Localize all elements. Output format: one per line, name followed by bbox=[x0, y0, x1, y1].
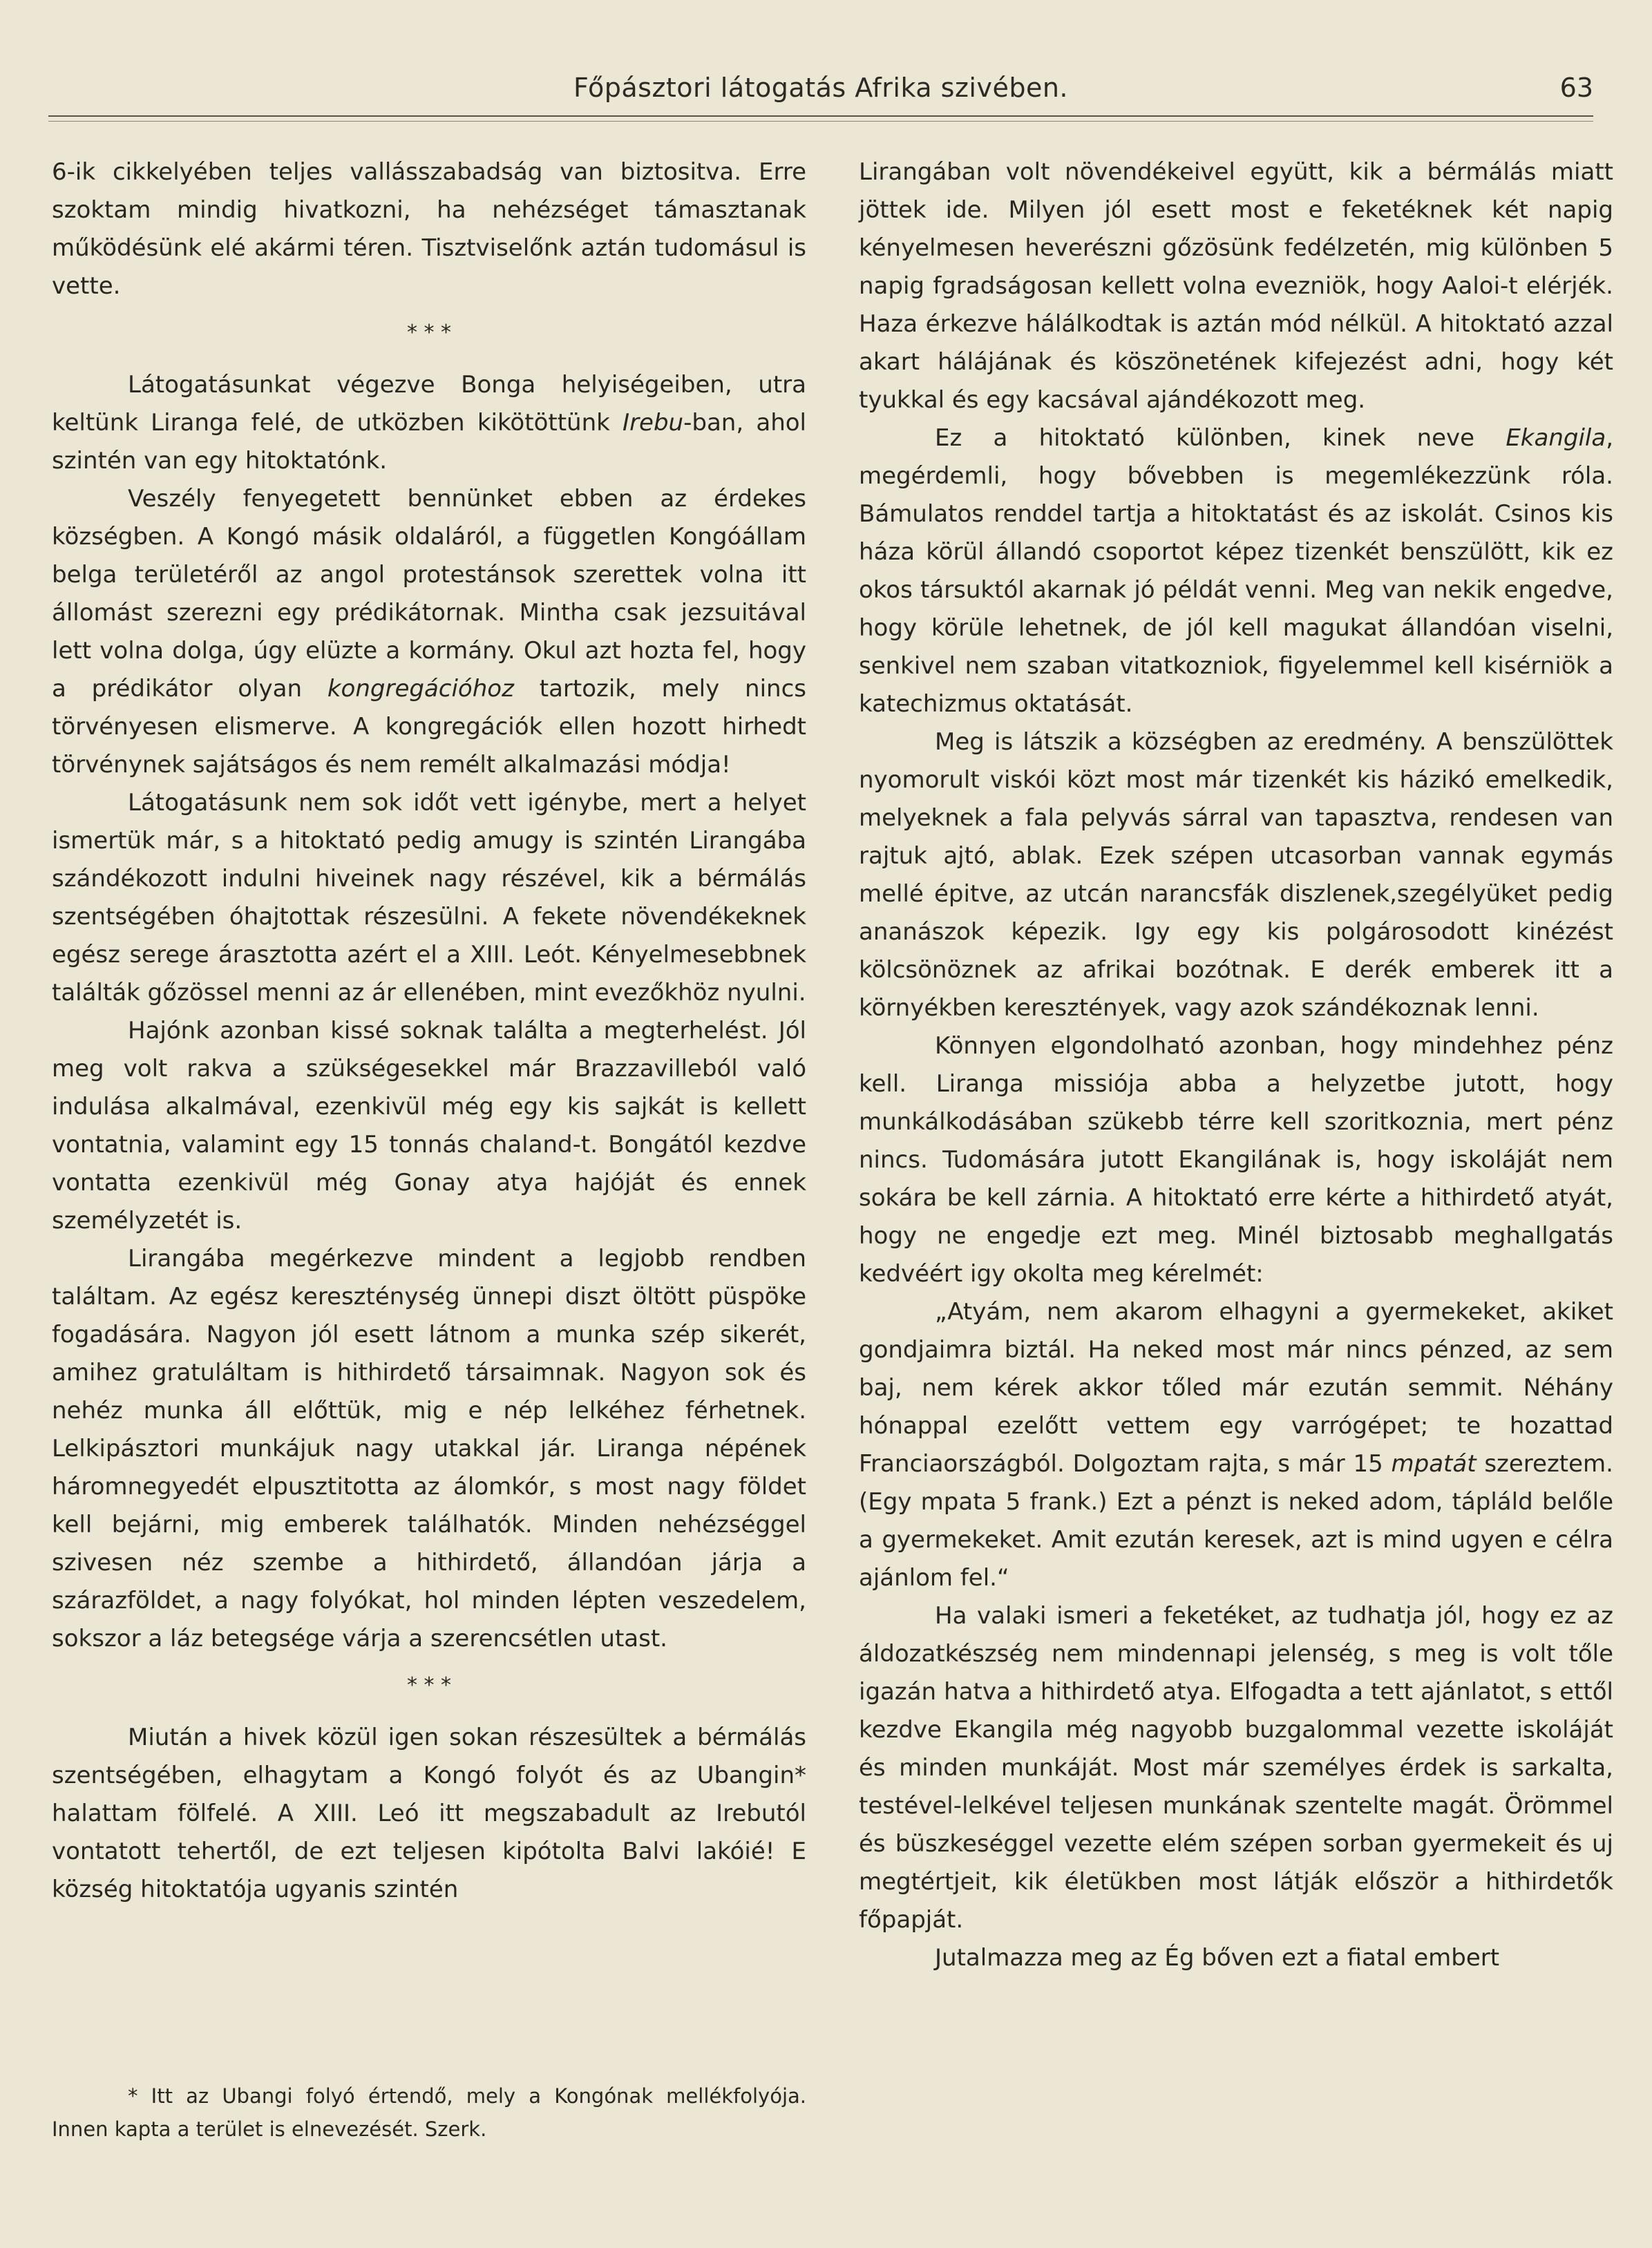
right-column bbox=[859, 153, 1613, 1977]
paragraph: Jutalmazza meg az Ég bőven ezt a fiatal embert bbox=[935, 1944, 1500, 1972]
paragraph: Miután a hivek közül igen sokan részesültek a bérmálás szentségében, elhagytam a Kongó folyót és az Ubangin* halattam fölfelé. A XIII. Leó itt megszabadult az Irebutól vontatott tehertől, de ezt teljesen kipótolta Balvi lakóié! E község hitoktatója ugyanis szintén bbox=[52, 1724, 806, 1903]
page-header bbox=[48, 73, 1593, 128]
paragraph-text: szereztem. (Egy mpata 5 frank.) Ezt a pénzt is neked adom, tápláld belőle a gyermekeket. Amit ezután keresek, azt is mind ugyen e célra ajánlom fel.“ bbox=[859, 1450, 1613, 1592]
header-rule-thin bbox=[48, 121, 1593, 122]
paragraph-text: tartozik, mely nincs törvényesen elismerve. A kongregációk ellen hozott hirhedt törvénynek sajátságos és nem remélt alkalmazási módja! bbox=[52, 675, 807, 779]
paragraph: Látogatásunk nem sok időt vett igénybe, mert a helyet ismertük már, s a hitoktató pedig amugy is szintén Lirangába szándékozott indulni hiveinek nagy részével, kik a bérmálás szentségében óhajtottak részesülni. A fekete növendékeknek egész serege árasztotta azért el a XIII. Leót. Kényelmesebbnek találták gőzössel menni az ár ellenében, mint evezőkhöz nyulni. bbox=[52, 789, 806, 1007]
paragraph-text: Veszély fenyegetett bennünket ebben az érdekes községben. A Kongó másik oldaláról, a független Kongóállam belga területéről az angol protestánsok szerettek volna itt állomást szerezni egy prédikátornak. Mintha csak jezsuitával lett volna dolga, úgy elüzte a kormány. Okul azt hozta fel, hogy a prédikátor olyan bbox=[52, 485, 806, 703]
header-rule bbox=[48, 115, 1593, 117]
paragraph bbox=[859, 419, 1613, 723]
quoted-paragraph bbox=[859, 1293, 1613, 1597]
italic-term: kongregációhoz bbox=[327, 675, 514, 703]
paragraph-text: „Atyám, nem akarom elhagyni a gyermekeket, akiket gondjaimra biztál. Ha neked most már nincs pénzed, az sem baj, nem kérek akkor tőled már ezután semmit. Néhány hónappal ezelőtt vettem egy varrógépet; te hozattad Franciaországból. Dolgoztam rajta, s már 15 bbox=[859, 1298, 1613, 1478]
italic-name: Ekangila bbox=[1506, 424, 1606, 452]
paragraph-text: Ez a hitoktató különben, kinek neve bbox=[935, 424, 1506, 452]
paragraph bbox=[52, 366, 806, 480]
section-break-stars: * * * bbox=[406, 1673, 452, 1697]
paragraph: Lirangában volt növendékeivel együtt, kik a bérmálás miatt jöttek ide. Milyen jól esett most e feketéknek két napig kényelmesen heverészni gőzösünk fedélzetén, mig különben 5 napig fgradságosan kellett volna evezniök, hogy Aaloi-t elérjék. Haza érkezve hálálkodtak is aztán mód nélkül. A hitoktató azzal akart hálájának és köszönetének kifejezést adni, hogy két tyukkal és egy kacsával ajándékozott meg. bbox=[859, 158, 1613, 414]
paragraph: Hajónk azonban kissé soknak találta a megterhelést. Jól meg volt rakva a szükségesekkel már Brazzavilleból való indulása alkalmával, ezenkivül még egy kis sajkát is kellett vontatnia, valamint egy 15 tonnás chaland-t. Bongától kezdve vontatta ezenkivül még Gonay atya hajóját és ennek személyzetét is. bbox=[52, 1017, 806, 1235]
footnote-text: * Itt az Ubangi folyó értendő, mely a Kongónak mellékfolyója. Innen kapta a terület is elnevezését. Szerk. bbox=[52, 2084, 806, 2141]
paragraph-text: Látogatásunkat végezve Bonga helyiségeiben, utra keltünk Liranga felé, de utközben kikötöttünk bbox=[52, 371, 806, 437]
left-column bbox=[52, 153, 806, 1909]
paragraph: Ha valaki ismeri a feketéket, az tudhatja jól, hogy ez az áldozatkészség nem mindennapi jelenség, s meg is volt tőle igazán hatva a hithirdető atya. Elfogadta a tett ajánlatot, s ettől kezdve Ekangila még nagyobb buzgalommal vezette iskoláját és minden munkáját. Most már személyes érdek is sarkalta, testével-lelkével teljesen munkának szentelte magát. Örömmel és büszkeséggel vezette elém szépen sorban gyermekeit és uj megtértjeit, kik életükben most látják először a hithirdetők főpapját. bbox=[859, 1602, 1613, 1934]
paragraph: Könnyen elgondolható azonban, hogy mindehhez pénz kell. Liranga missiója abba a helyzetbe jutott, hogy munkálkodásában szükebb térre kell szoritkoznia, mert pénz nincs. Tudomására jutott Ekangilának is, hogy iskoláját nem sokára be kell zárnia. A hitoktató erre kérte a hithirdető atyát, hogy ne engedje ezt meg. Minél biztosabb meghallgatás kedvéért igy okolta meg kérelmét: bbox=[859, 1032, 1613, 1288]
section-break-stars: * * * bbox=[406, 321, 452, 345]
paragraph: Meg is látszik a községben az eredmény. A benszülöttek nyomorult viskói közt most már tizenkét kis házikó emelkedik, melyeknek a fala pelyvás sárral van tapasztva, rendesen van rajtuk ajtó, ablak. Ezek szépen utcasorban vannak egymás mellé épitve, az utcán narancsfák diszlenek,szegélyüket pedig ananászok képezik. Igy egy kis polgárosodott kinézést kölcsönöznek az afrikai bozótnak. E derék emberek itt a környékben keresztények, vagy azok szándékoznak lenni. bbox=[859, 728, 1613, 1022]
paragraph-text: -ban, ahol szintén van egy hitoktatónk. bbox=[52, 409, 806, 475]
paragraph-text: , megérdemli, hogy bővebben is megemlékezzünk róla. Bámulatos renddel tartja a hitoktatást és az iskolát. Csinos kis háza körül állandó csoportot képez tizenkét benszülött, kik ez okos társuktól akarnak jó példát venni. Meg van nekik engedve, hogy körüle lehetnek, de jól kell magukat állandóan viselni, senkivel nem szaban vitatkozniok, figyelemmel kell kisérniök a katechizmus oktatását. bbox=[859, 424, 1613, 718]
paragraph bbox=[52, 480, 806, 784]
paragraph: Lirangába megérkezve mindent a legjobb rendben találtam. Az egész kereszténység ünnepi diszt öltött püspöke fogadására. Nagyon jól esett látnom a munka szép sikerét, amihez gratuláltam is hithirdető társaimnak. Nagyon sok és nehéz munka áll előttük, mig e nép lelkéhez férhetnek. Lelkipásztori munkájuk nagy utakkal jár. Liranga népének háromnegyedét elpusztitotta az álomkór, s most nagy földet kell bejárni, mig emberek találhatók. Minden nehézséggel szivesen néz szembe a hithirdető, állandóan járja a szárazföldet, a nagy folyókat, hol minden lépten veszedelem, sokszor a láz betegsége várja a szerencsétlen utast. bbox=[52, 1245, 806, 1652]
paragraph: 6-ik cikkelyében teljes vallásszabadság van biztositva. Erre szoktam mindig hivatkozni, ha nehézséget támasztanak működésünk elé akármi téren. Tisztviselőnk aztán tudomásul is vette. bbox=[52, 158, 806, 300]
page-number: 63 bbox=[1559, 73, 1593, 103]
italic-term: mpatát bbox=[1391, 1450, 1477, 1478]
running-title: Főpásztori látogatás Afrika szivében. bbox=[573, 73, 1068, 103]
footnote bbox=[52, 2079, 806, 2146]
italic-place-name: Irebu bbox=[623, 409, 684, 437]
